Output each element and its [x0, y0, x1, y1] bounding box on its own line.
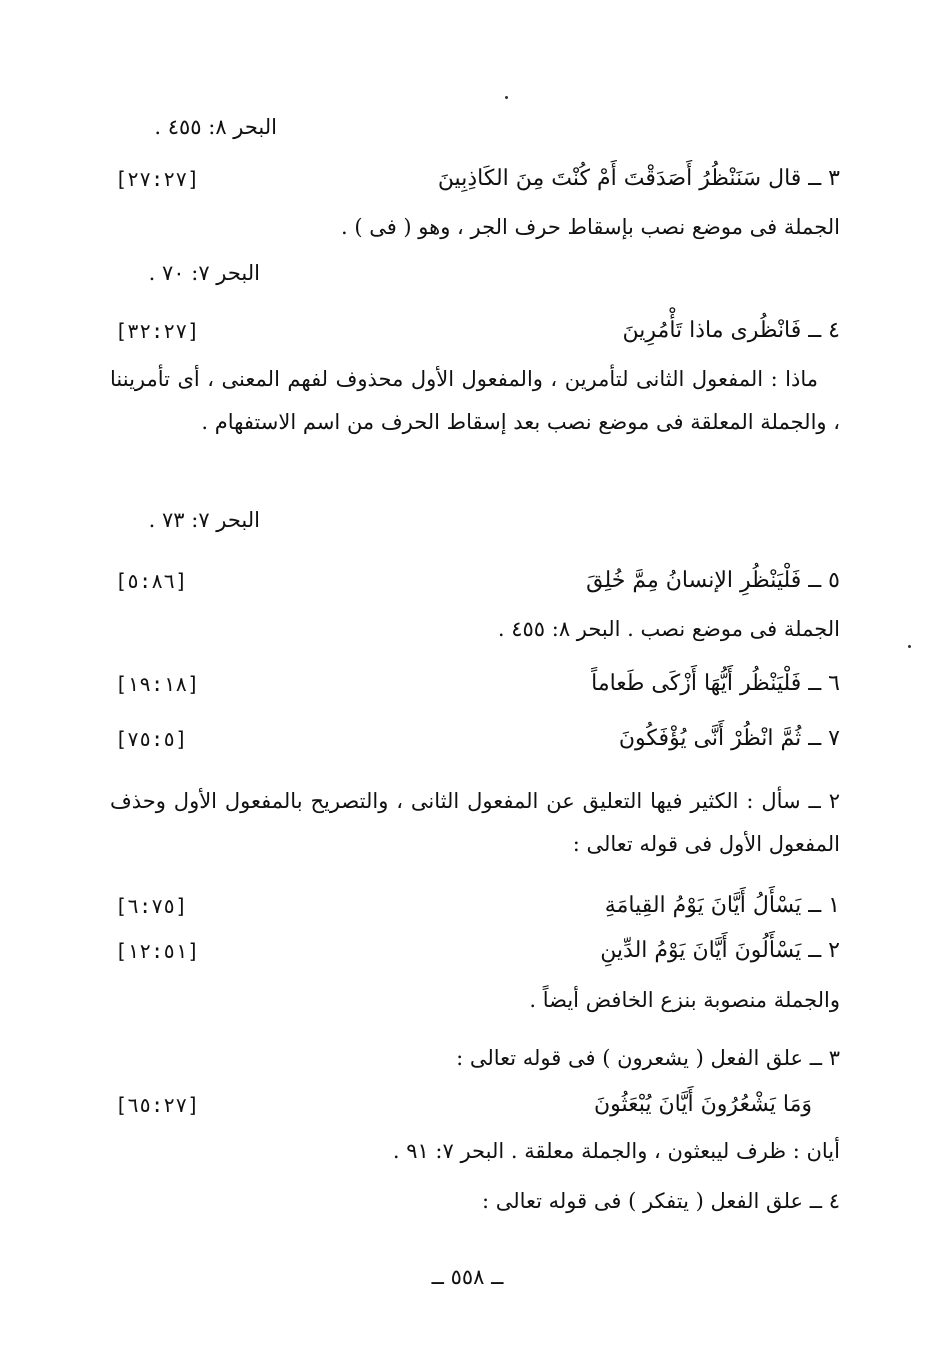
verse-reference: [٦٥:٢٧] [115, 1093, 200, 1117]
quran-verse: ٥ ــ فَلْيَنْظُرِ الإنسانُ مِمَّ خُلِقَ [586, 568, 840, 593]
verse-reference: [٣٢:٢٧] [115, 319, 200, 343]
verse-row [110, 564, 840, 598]
verse-reference: [٥:٨٦] [115, 569, 188, 593]
text-line: ٤ ــ علق الفعل ( يتفكر ) فى قوله تعالى : [481, 1189, 840, 1213]
citation-line: البحر ٧: ٧٠ . [148, 261, 260, 285]
text-line: ٣ ــ علق الفعل ( يشعرون ) فى قوله تعالى : [456, 1046, 840, 1070]
verse-row [110, 889, 840, 923]
verse-reference: [٢٧:٢٧] [115, 167, 200, 191]
verse-reference: [١٢:٥١] [115, 939, 200, 963]
page-number: ــ ٥٥٨ ــ [431, 1265, 504, 1289]
citation-line: البحر ٧: ٧٣ . [148, 508, 260, 532]
citation-line: البحر ٨: ٤٥٥ . [154, 115, 277, 139]
text-line: والجملة منصوبة بنزع الخافض أيضاً . [529, 988, 840, 1012]
quran-verse: ٦ ــ فَلْيَنْظُر أَيُّهَا أَزْكَى طَعاماً [591, 671, 840, 696]
text-line: الجملة فى موضع نصب بإسقاط حرف الجر ، وهو ( فى ) . [340, 215, 840, 239]
speck-mark [908, 645, 911, 648]
verse-reference: [٧٥:٥] [115, 727, 188, 751]
verse-row [110, 722, 840, 756]
text-line: الجملة فى موضع نصب . البحر ٨: ٤٥٥ . [497, 617, 840, 641]
verse-reference: [٦:٧٥] [115, 894, 188, 918]
explanation-paragraph: ماذا : المفعول الثانى لتأمرين ، والمفعول الأول محذوف لفهم المعنى ، أى تأمريننا ، والجملة المعلقة فى موضع نصب بعد إسقاط الحرف من اسم الاستفهام . [110, 367, 840, 434]
speck-mark [505, 96, 508, 99]
text-line: أيان : ظرف ليبعثون ، والجملة معلقة . البحر ٧: ٩١ . [392, 1139, 840, 1163]
quran-verse: وَمَا يَشْعُرُونَ أَيَّانَ يُبْعَثُونَ [593, 1092, 812, 1117]
verse-row [110, 1088, 840, 1122]
verse-reference: [١٩:١٨] [115, 672, 200, 696]
verse-row [110, 934, 840, 968]
verse-row [110, 314, 840, 348]
quran-verse: ٣ ــ قال سَنَنْظُرُ أَصَدَقْتَ أَمْ كُنْتَ مِنَ الكَاذِبِينَ [437, 166, 840, 191]
verse-row [110, 162, 840, 196]
quran-verse: ٢ ــ يَسْأَلُونَ أَيَّانَ يَوْمُ الدِّينِ [600, 938, 840, 963]
quran-verse: ٧ ــ ثُمَّ انْظُرْ أَنَّى يُؤْفَكُونَ [618, 726, 840, 751]
quran-verse: ١ ــ يَسْأَلُ أَيَّانَ يَوْمُ القِيامَةِ [604, 893, 840, 918]
quran-verse: ٤ ــ فَانْظُرى ماذا تَأْمُرِينَ [622, 318, 840, 343]
section-paragraph: ٢ ــ سأل : الكثير فيها التعليق عن المفعول الثانى ، والتصريح بالمفعول الأول وحذف المفعول الأول فى قوله تعالى : [110, 789, 840, 856]
verse-row [110, 667, 840, 701]
